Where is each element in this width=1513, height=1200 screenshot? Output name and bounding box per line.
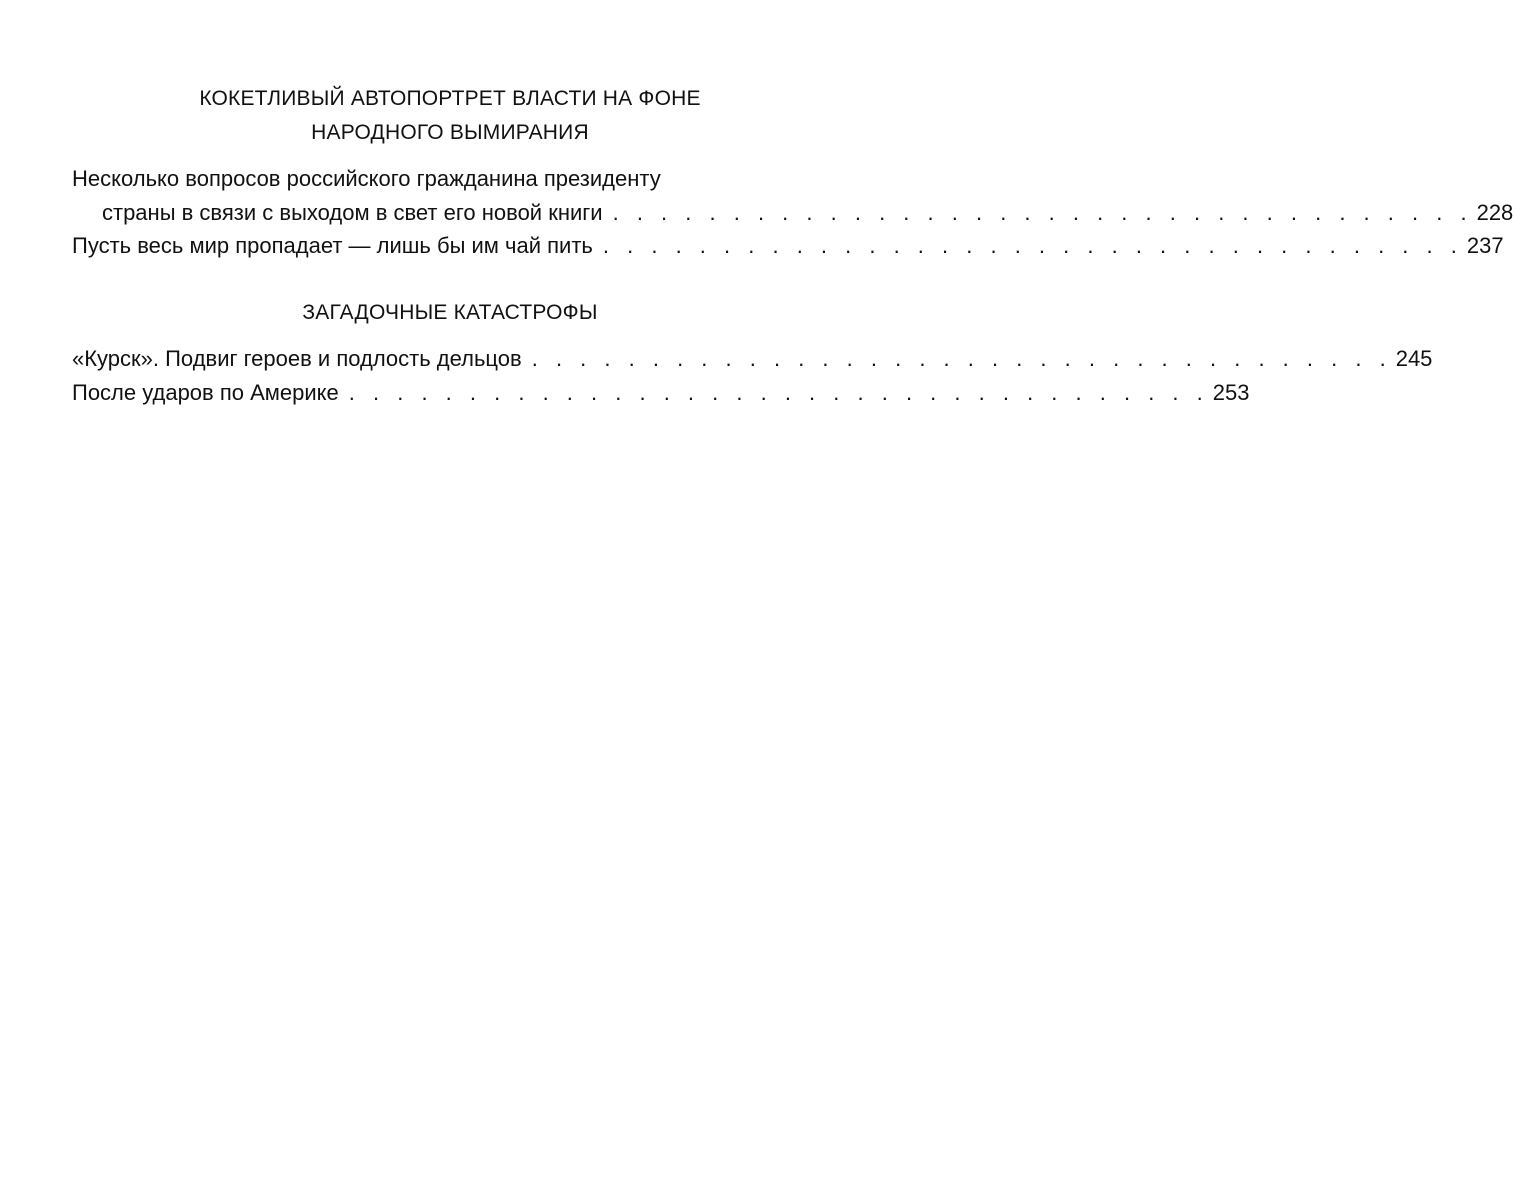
dot-leader: . . . . . . . . . . . . . . . . . . . . . . . . . . . . . . . . . . . . [348,380,1209,405]
dot-leader: . . . . . . . . . . . . . . . . . . . . . . . . . . . . . . . . . . . . [531,346,1392,371]
toc-entry-title: страны в связи с выходом в свет его новой книги [102,200,603,225]
toc-entry-title: После ударов по Америке [72,380,339,405]
dot-leader: . . . . . . . . . . . . . . . . . . . . . . . . . . . . . . . . . . . . [602,233,1463,258]
toc-entry[interactable] [102,196,1513,230]
toc-page-number: 237 [1466,233,1504,258]
dot-leader: . . . . . . . . . . . . . . . . . . . . . . . . . . . . . . . . . . . . [612,200,1473,225]
toc-entry-title: Несколько вопросов российского гражданина президенту [72,166,661,191]
toc-page-number: 253 [1212,380,1250,405]
toc-page-number: 228 [1476,200,1513,225]
toc-entry[interactable] [72,229,1504,263]
toc-page-number: 245 [1395,346,1433,371]
toc-entry-title: «Курск». Подвиг героев и подлость дельцов [72,346,522,371]
section-heading-line: ЗАГАДОЧНЫЕ КАТАСТРОФЫ [302,301,598,324]
toc-entry-title: Пусть весь мир пропадает — лишь бы им чай пить [72,233,593,258]
section-heading-line: КОКЕТЛИВЫЙ АВТОПОРТРЕТ ВЛАСТИ НА ФОНЕ [199,87,701,110]
section-heading-line: НАРОДНОГО ВЫМИРАНИЯ [311,121,589,144]
toc-entry[interactable] [72,376,1250,410]
toc-entry[interactable] [72,342,1433,376]
